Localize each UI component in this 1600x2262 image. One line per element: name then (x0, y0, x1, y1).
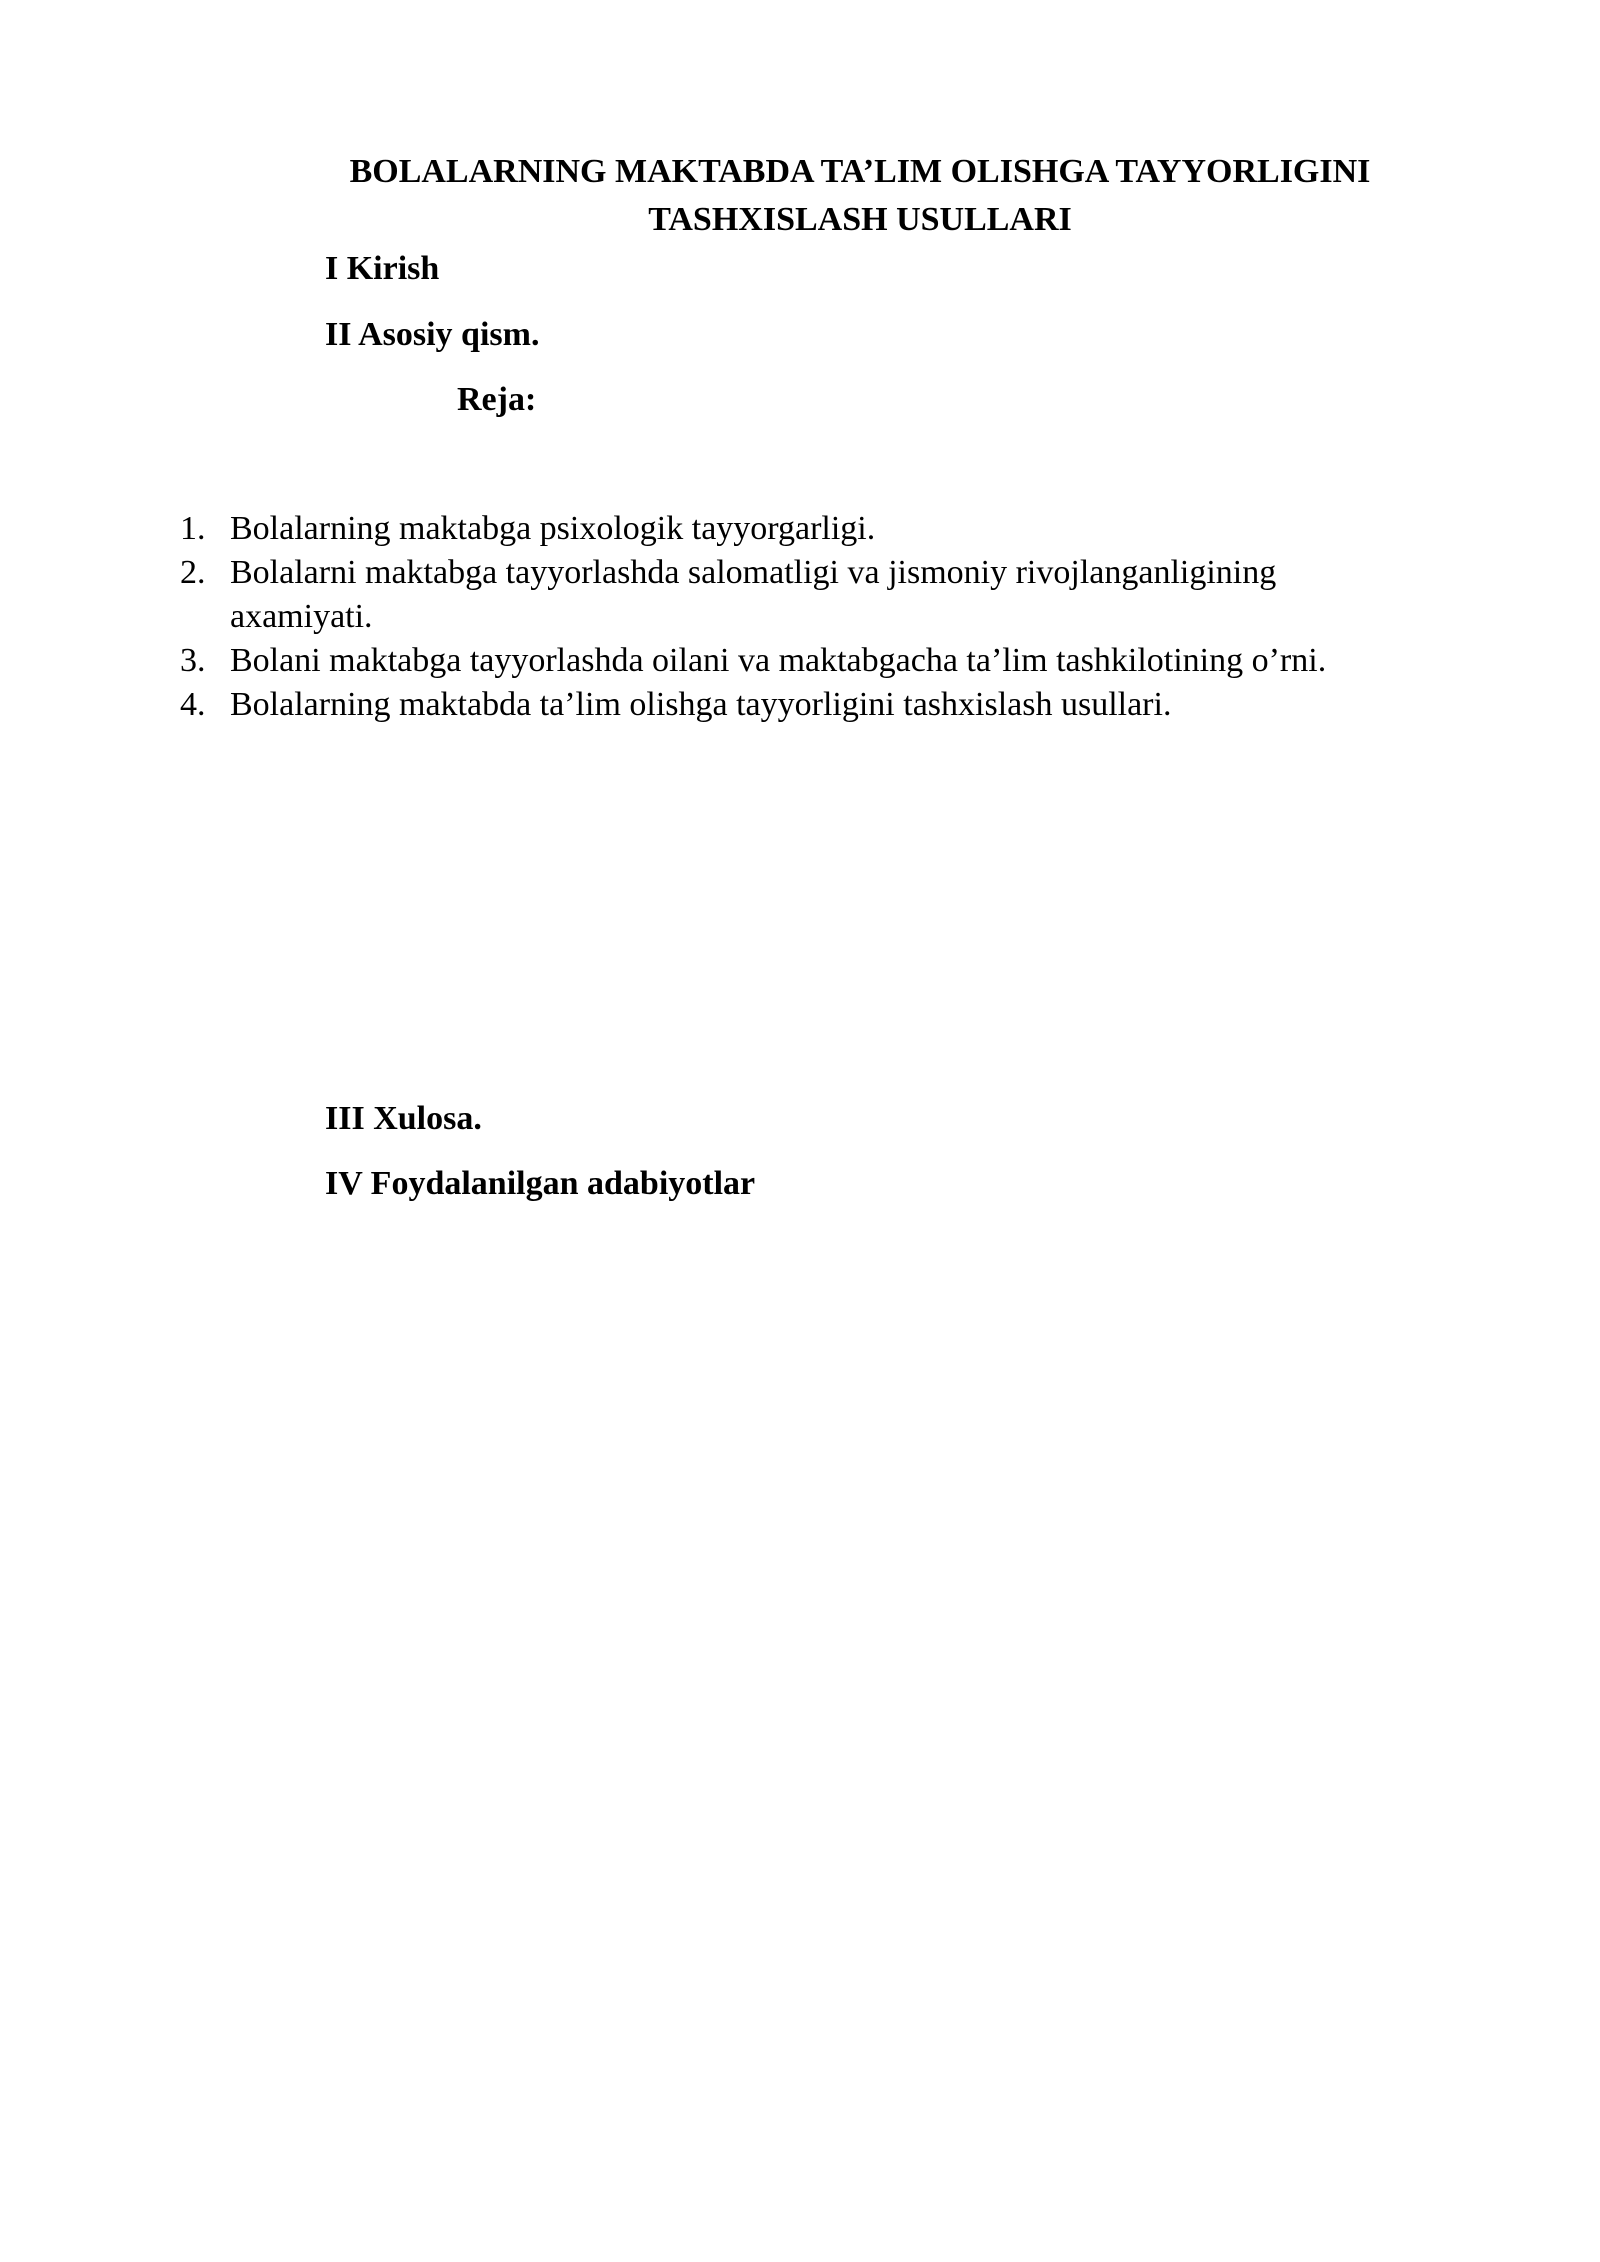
plan-heading: Reja: (457, 381, 537, 418)
plan-item-text (230, 686, 1171, 723)
plan-item-line: Bolalarning maktabga psixologik tayyorgarligi. (230, 510, 876, 547)
plan-item-number: 2. (180, 554, 206, 591)
plan-item-line: Bolani maktabga tayyorlashda oilani va maktabgacha ta’lim tashkilotining o’rni. (230, 642, 1327, 679)
plan-list (170, 507, 1470, 727)
plan-item-line: Bolalarning maktabda ta’lim olishga tayyorligini tashxislash usullari. (230, 686, 1172, 723)
plan-item-text (230, 510, 875, 547)
section-intro-heading: I Kirish (325, 250, 440, 287)
plan-item-number: 3. (180, 642, 206, 679)
plan-item-4 (170, 683, 1470, 727)
plan-item-1 (170, 507, 1470, 551)
plan-item-2 (170, 551, 1470, 639)
title-line-1: BOLALARNING MAKTABDA TA’LIM OLISHGA TAYYORLIGINI (349, 153, 1371, 190)
plan-item-number: 4. (180, 686, 206, 723)
plan-item-line: Bolalarni maktabga tayyorlashda salomatligi va jismoniy rivojlanganligining (230, 554, 1277, 591)
plan-item-text (230, 554, 1470, 639)
section-conclusion-heading: III Xulosa. (325, 1100, 482, 1137)
plan-item-number: 1. (180, 510, 206, 547)
title-line-2: TASHXISLASH USULLARI (648, 201, 1072, 238)
section-main-heading: II Asosiy qism. (325, 316, 540, 353)
plan-item-line-continued: axamiyati. (230, 598, 373, 635)
document-title (240, 148, 1480, 244)
plan-item-3 (170, 639, 1470, 683)
plan-item-text (230, 642, 1326, 679)
section-references-heading: IV Foydalanilgan adabiyotlar (325, 1165, 756, 1202)
